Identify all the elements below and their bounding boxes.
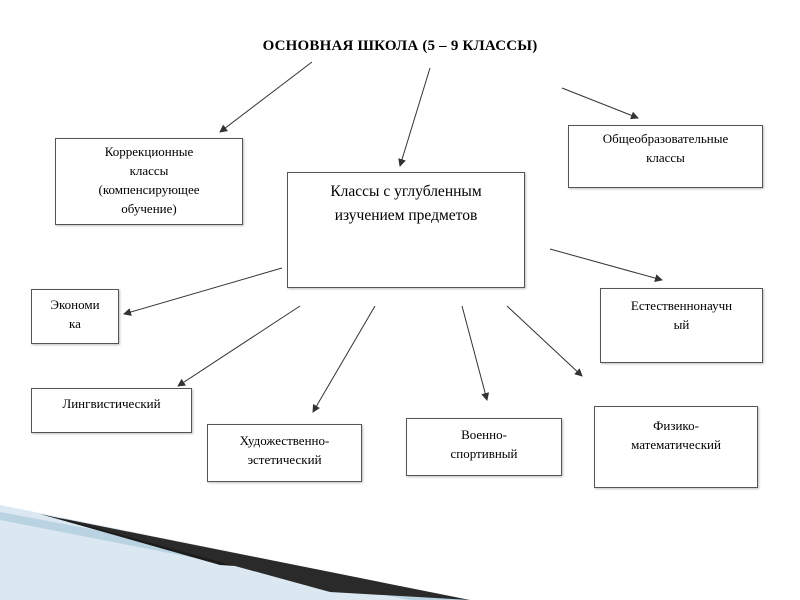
box-line: обучение)	[121, 200, 177, 216]
box-physics-math	[594, 406, 758, 488]
box-line: (компенсирующее	[98, 181, 200, 197]
box-line: Физико-	[653, 418, 699, 433]
box-line: Художественно-	[239, 433, 330, 448]
box-line: Коррекционные	[104, 144, 194, 159]
arrow-title-to-correction	[220, 62, 312, 132]
box-correction-classes	[55, 138, 243, 225]
arrow-title-to-advanced	[400, 68, 430, 166]
diagram-title: ОСНОВНАЯ ШКОЛА (5 – 9 КЛАССЫ)	[262, 38, 538, 54]
arrow-advanced-to-art	[313, 306, 375, 412]
box-line: классы	[646, 149, 685, 165]
arrow-advanced-to-linguistic	[178, 306, 300, 386]
box-line: спортивный	[450, 445, 518, 461]
box-line: эстетический	[247, 451, 322, 467]
arrow-advanced-to-economics	[124, 268, 282, 314]
box-line: Лингвистический	[62, 396, 161, 411]
box-economics	[31, 289, 119, 344]
arrow-advanced-to-physmath	[507, 306, 582, 376]
box-advanced-classes	[287, 172, 525, 288]
box-art-aesthetic	[207, 424, 362, 482]
box-line: изучением предметов	[334, 207, 478, 225]
arrow-advanced-to-military	[462, 306, 487, 400]
box-line: Экономи	[50, 297, 100, 312]
box-line: ка	[69, 315, 81, 331]
box-line: Общеобразовательные	[602, 131, 729, 146]
box-line: классы	[129, 162, 169, 178]
box-line: математический	[631, 436, 721, 452]
box-line: ый	[673, 316, 690, 332]
box-linguistic	[31, 388, 192, 433]
arrow-advanced-to-natural	[550, 249, 662, 280]
arrow-title-to-general	[562, 88, 638, 118]
box-line: Естественнонаучн	[630, 298, 733, 313]
box-line: Военно-	[461, 427, 507, 442]
box-natural-science	[600, 288, 763, 363]
box-line: Классы с углубленным	[330, 183, 482, 200]
box-general-classes	[568, 125, 763, 188]
box-military-sport	[406, 418, 562, 476]
